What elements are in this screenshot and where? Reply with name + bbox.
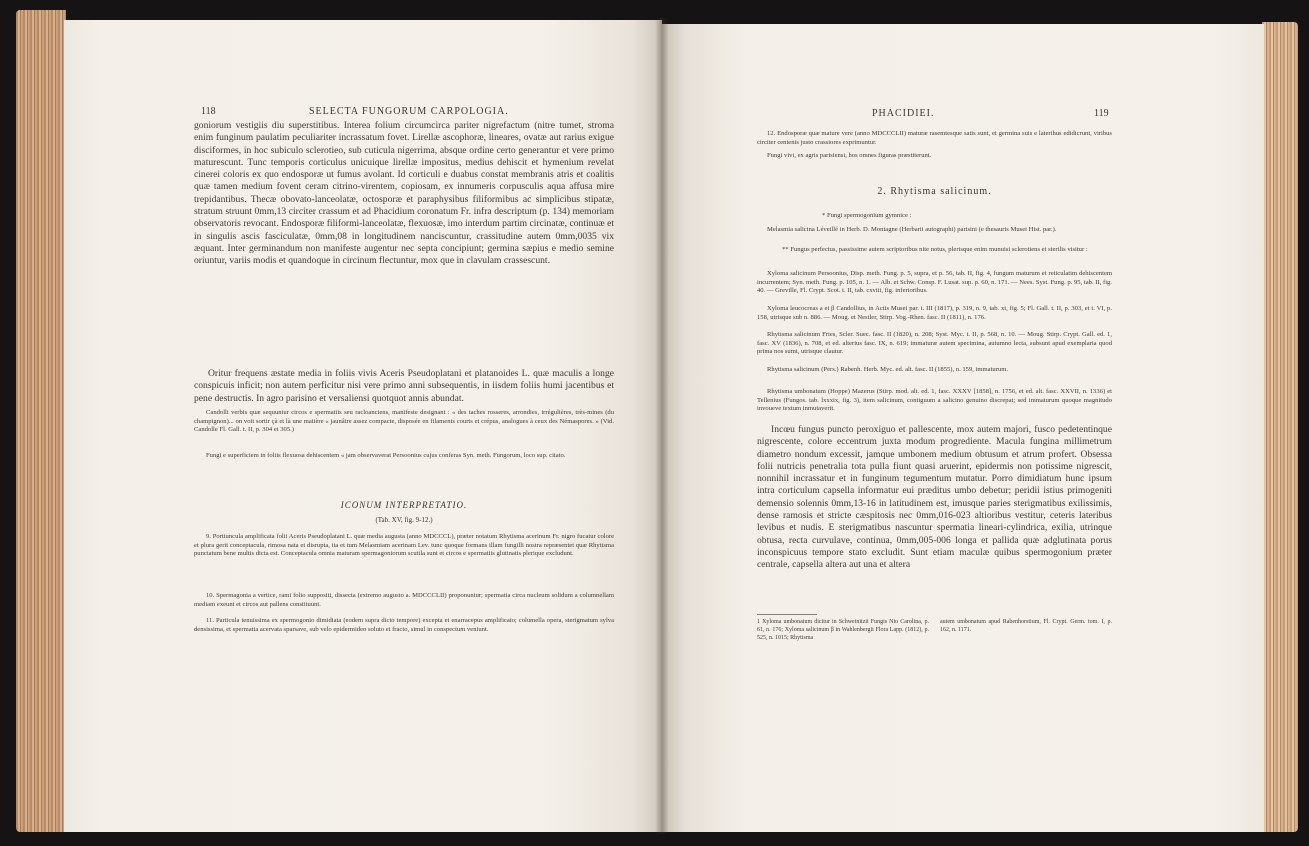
footnote-rule <box>757 614 817 615</box>
figure-caption: 9. Portiuncula amplificata folii Aceris Pseudoplatani L. quæ media augusta (anno MDCCCL), præter notatum Rhytisma acerinum Fr. nigro fucatur colore et plura gerit conceptacula, rimosa nata et disrupta, ita et tum Melasmiam acerinam Lev. tunc quoque formans illam fungilli nostra repræsentet quæ Rhytisma punctatum bene multis dicta est. Conceptacula omnia maturam spermagoniorum scutila sunt et circos e spermatiis glutinatis plerique excludunt. <box>194 533 614 558</box>
figure-reference: (Tab. XV, fig. 9-12.) <box>375 516 433 524</box>
body-paragraph: Incœu fungus puncto peroxiguo et pallescente, mox autem majori, fusco pedetentinque nigrescente, colore eccentrum juxta modum progrediente. Macula fungina millimetrum diametro nondum excessit, jamque umbonem medium obtusum et atrum profert. Obsessa folii nutricis penetralia tota pulla fiunt quasi aruerint, epidermis non potissime nigrescit, nonnihil incrassatur et in funginum tegumentum mutatur. Porro dimidiatum hunc ipsum intra corticulum capsella informatur eui præditus umbo debetur; peridii istius primogeniti demensio solennis 0mm,13-16 in latitudinem est, imusque paries sterigmatibus exilissimis, dense ramosis et stricte cæspitosis nec 0mm,016-023 altioribus vestitur, ceteris lateribus levibus et nudis. E sterigmatibus nascuntur spermatia lineari-cylindrica, exilia, utrinque obtusa, recta curvulave, continua, 0mm,005-006 longa et pallida quæ adglutinata porus inconspicuus tempore stato excludit. Sunt etiam maculæ quibus spermogonium præter centrale, capsella altera aut una et altera <box>757 424 1112 571</box>
body-paragraph: goniorum vestigiis diu superstitibus. Interea folium circumcirca pariter nigrefactum (nitre tumet, stroma enim funginum paulatim peculiariter incrassatum fovet. Lirellæ ascophoræ, lineares, ovatæ aut rarius exigue disciformes, in hoc subiculo sclerotieo, sub cuticula nigerrima, absque ordine certo generantur et vere primo maturescunt. Tunc temporis corticulus unicuique lirellæ impositus, medius dehiscit et hymenium revelat cinerei coloris ex quo endosporæ ut fumus avolant. Id corticuli e duabus constat membranis atris et coalitis quæ tamen medium fovent ceram citrino-virentem, copiosam, ex innumeris corpusculis aqua affusa mire trepidantibus. Thecæ obovato-lanceolatæ, octosporæ et paraphysibus filiformibus ac simplicibus stipatæ, stratum struunt 0mm,13 circiter crassum et ad Phacidium coronatum Fr. infra descriptum (p. 134) memoriam observatoris revocant. Endosporæ filiformi-lanceolatæ, flexuosæ, imo interdum partim circinatæ, continuæ et in singulis ascis fasciculatæ, 0mm,08 in longitudinem nanciscuntur, crassitudine autem 0mm,0035 vix æquant. Inter germinandum non manifeste augentur nec septa concipiunt; germina sæpius e medio semine oriuntur, variis modis et quandoque in circinum flectuntur, mox que in clavulam crassescunt. <box>194 120 614 267</box>
page-number: 118 <box>201 106 216 117</box>
book-page-edges-right <box>1262 22 1298 832</box>
running-head: PHACIDIEI. <box>872 108 935 119</box>
body-paragraph: Oritur frequens æstate media in foliis vivis Aceris Pseudoplatani et platanoides L. quæ maculis a longe conspicuis inficit; non autem perficitur nisi vere primo anni subsequentis, in iisdem foliis humi jacentibus et pene destructis. In agro parisino et versaliensi quotquot annis abundat. <box>194 368 614 404</box>
synonym-entry: Rhytisma salicinum Fries, Scler. Suec. fasc. II (1820), n. 208; Syst. Myc. t. II, p. 568, n. 10. — Moug. Stirp. Crypt. Gall. ed. 1, fasc. XV (1836), n. 708, et ed. alterius fasc. IX, n. 619; immaturæ autem specimina, autumno lecta, subsunt apud exemplaria quod prima nos sumt, utrisque clautur. <box>757 331 1112 356</box>
book-gutter <box>655 18 669 834</box>
figure-caption: 12. Endosporæ quæ mature vere (anno MDCCCLII) maturæ rasemtesque satis sunt, et germina suis e laterihus edidicrunt, viribus circiter centenis justo crassiores exprimuntur. <box>757 130 1112 146</box>
figure-caption: 10. Spermagonia a vertice, rami folio suppositi, dissecta (extremo augusto a. MDCCCLII) proponuntur; spermatia circa nucleum solidum a columnellam mediam exeunt et circos aut pallens constituunt. <box>194 592 614 608</box>
footnote: 1 Xyloma umbonatum dicitur in Schweinitzii Fungis Nio Carolina, p. 61, n. 176; Xyloma salicinum β in Wahlenbergii Flora Lapp. (1812), p. 525, n. 1015; Rhytisma <box>757 619 929 641</box>
species-heading: 2. Rhytisma salicinum. <box>877 186 992 197</box>
synonym-group-heading: * Fungi spermogonium gymnice : <box>822 212 912 219</box>
book-page-edges-left <box>16 10 66 832</box>
figure-caption: Fungi vivi, ex agris parisiensi, hos omnes figuras præstiterunt. <box>767 152 932 159</box>
footnote: autem umbonatum apud Rabenhorstium, Fl. Crypt. Germ. tom. I, p. 162, n. 1171. <box>940 619 1112 633</box>
synonym-entry: Xyloma salicinum Persoonius, Disp. meth. Fung. p. 5, supra, et p. 56, tab. II, fig. 4, fungum maturum et reticulatim dehiscentem incurrentem; Syn. meth. Fung. p. 105, n. 1. — Alb. et Schw. Consp. F. Lusat. sup. p. 60, n. 171. — Nees. Syst. Fung. p. 95, tab. II, fig. 40. — Greville, Fl. Crypt. Scot. t. II, tab. cxviii, fig. inferioribus. <box>757 270 1112 295</box>
figure-caption: 11. Particula tenuissima ex spermogonio dimidiata (eodem supra dicto tempore) excepta et enarracepus amplificato; columella opera, sterigmatum sylva densissima, et spermatia acervata sparsave, sub velo epidermideo soluto et fracto, simul in conspectum veniunt. <box>194 617 614 633</box>
section-heading: ICONUM INTERPRETATIO. <box>340 500 468 510</box>
synonym-entry: Rhytisma umbonatum (Hoppe) Mazerus (Stirp. mod. alt. ed. 1, fasc. XXXV [1858], n. 1756, et ed. alt. fasc. XXVII, n. 1336) et Tellenius (Fungos. tab. lxxxix, fig. 3), item salicinum, contiguum a salicino genuino discrepat; sed immaturum quoque magnitudo invoueve textum inmutaverit. <box>757 388 1112 413</box>
right-page <box>662 24 1264 832</box>
synonym-entry: Xyloma leucocreas a et β Candollius, in Actis Musei par. t. III (1817), p. 319, n. 9, tab. xi, fig. 5; Fl. Gall. t. II, p. 303, et t. VI, p. 158, utrisque sub n. 886. — Moug. et Nestler, Stirp. Vog.-Rhen. fasc. II (1811), n. 176. <box>757 305 1112 321</box>
synonym-entry: Rhytisma salicinum (Pers.) Rabenh. Herb. Myc. ed. alt. fasc. II (1855), n. 159, immaturum. <box>767 366 1008 373</box>
synonym-group-heading: ** Fungus perfectus, passissime autem scriptoribus nite notus, plerisque enim munuisi sclerotiens et sterilis visitur : <box>782 246 1088 253</box>
running-head: SELECTA FUNGORUM CARPOLOGIA. <box>309 106 509 117</box>
note-paragraph: Candolli verbis quæ sequuntur circos e spermatiis seu racloanciens, manifeste designant : « des taches rosseres, arrondies, irrégulières, très-mines (du champignon)... on voit sortir çà et là une matière « jaunâtre assez compacte, disposée en filaments courts et crépus, analogues à ceux des Némaspores. » (Vid. Candolle Fl. Gall. t. II, p. 304 et 305.) <box>194 409 614 434</box>
page-number: 119 <box>1094 108 1109 119</box>
left-page <box>64 20 662 832</box>
note-paragraph: Fungi e superficiem in foliis flexuosa dehiscentem « jam observaverat Persoonius cujus conferas Syn. meth. Fungorum, loco sup. citato. <box>206 452 566 459</box>
synonym-entry: Melasmia salicina Léveillé in Herb. D. Montagne (Herbarii autographi) parisini (e thesauris Musei Hist. par.). <box>767 226 1057 233</box>
